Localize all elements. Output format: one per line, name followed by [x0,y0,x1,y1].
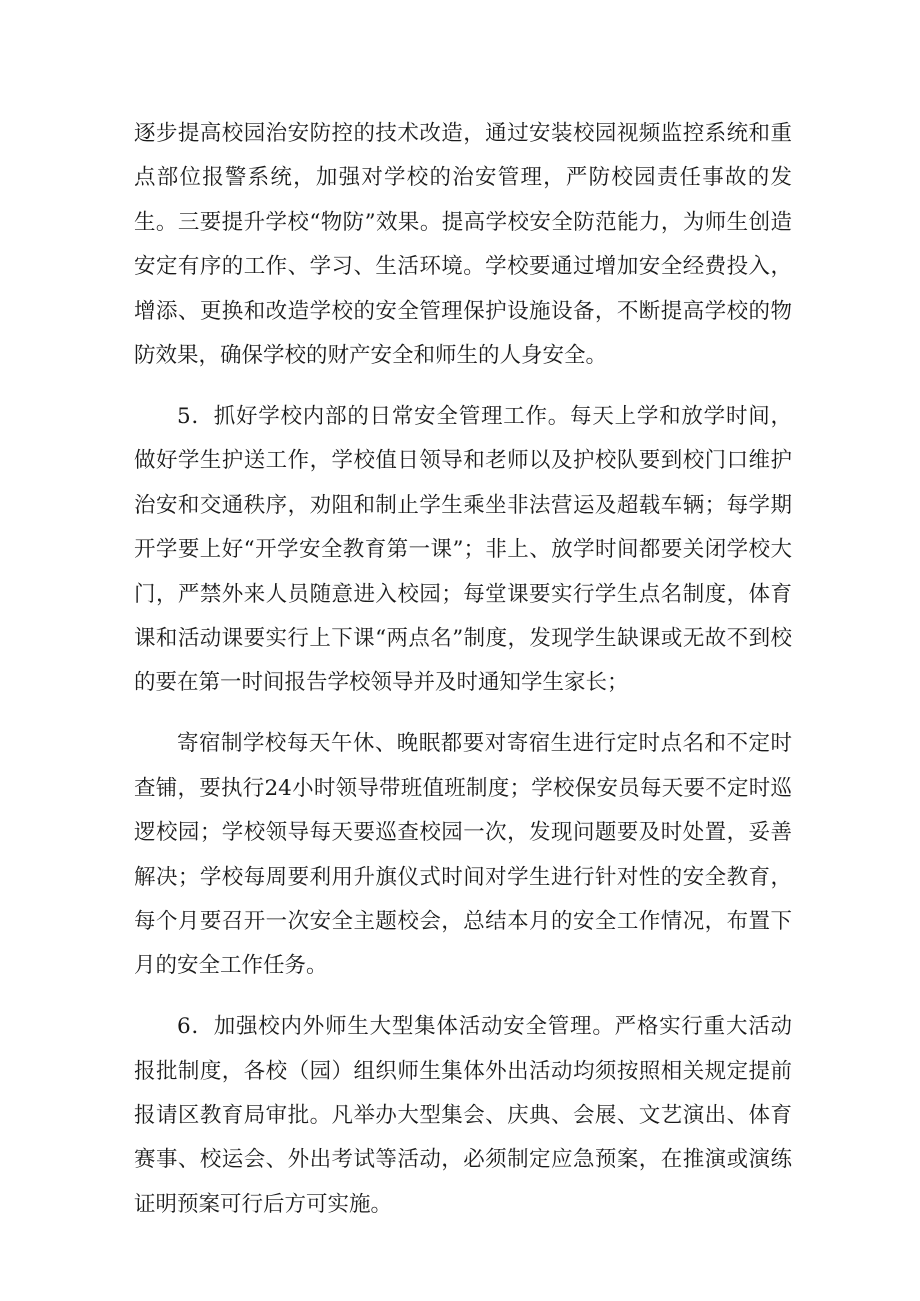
document-body [134,112,792,1244]
paragraph-campus-security: 逐步提高校园治安防控的技术改造，通过安装校园视频监控系统和重点部位报警系统，加强对学校的治安管理，严防校园责任事故的发生。三要提升学校“物防”效果。提高学校安全防范能力，为师生创造安定有序的工作、学习、生活环境。学校要通过增加安全经费投入，增添、更换和改造学校的安全管理保护设施设备，不断提高学校的物防效果，确保学校的财产安全和师生的人身安全。 [134,121,792,369]
paragraph-boarding-school-rules: 寄宿制学校每天午休、晚眠都要对寄宿生进行定时点名和不定时查铺，要执行24小时领导带班值班制度；学校保安员每天要不定时巡逻校园；学校领导每天要巡查校园一次，发现问题要及时处置，妥善解决；学校每周要利用升旗仪式时间对学生进行针对性的安全教育，每个月要召开一次安全主题校会，总结本月的安全工作情况，布置下月的安全工作任务。 [134,731,792,979]
paragraph-group-activity-safety: 6．加强校内外师生大型集体活动安全管理。严格实行重大活动报批制度，各校（园）组织师生集体外出活动均须按照相关规定提前报请区教育局审批。凡举办大型集会、庆典、会展、文艺演出、体育赛事、校运会、外出考试等活动，必须制定应急预案，在推演或演练证明预案可行后方可实施。 [134,1014,792,1217]
paragraph-daily-safety-management: 5．抓好学校内部的日常安全管理工作。每天上学和放学时间，做好学生护送工作，学校值日领导和老师以及护校队要到校门口维护治安和交通秩序，劝阻和制止学生乘坐非法营运及超载车辆；每学期开学要上好“开学安全教育第一课”；非上、放学时间都要关闭学校大门，严禁外来人员随意进入校园；每堂课要实行学生点名制度，体育课和活动课要实行上下课“两点名”制度，发现学生缺课或无故不到校的要在第一时间报告学校领导并及时通知学生家长； [134,403,792,696]
